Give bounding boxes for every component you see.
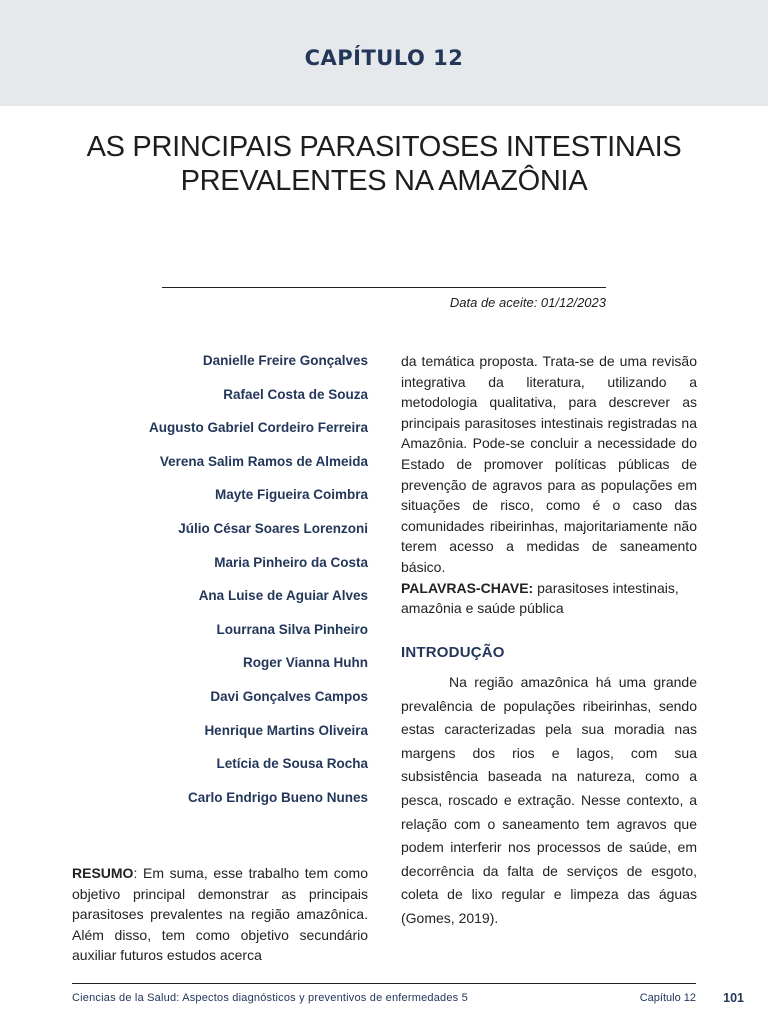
footer-book-title: Ciencias de la Salud: Aspectos diagnósticos y preventivos de enfermedades 5: [72, 992, 468, 1004]
author-name: Júlio César Soares Lorenzoni: [178, 520, 368, 536]
article-title-line-1: AS PRINCIPAIS PARASITOSES INTESTINAIS: [86, 131, 682, 163]
author-name: Verena Salim Ramos de Almeida: [159, 453, 368, 469]
chapter-label: CAPÍTULO 12: [304, 46, 464, 70]
keywords-text: parasitoses intestinais, amazônia e saúde pública: [401, 579, 679, 617]
article-title-line-2: PREVALENTES NA AMAZÔNIA: [180, 165, 588, 197]
chapter-header-band: [0, 0, 768, 106]
abstract-label: RESUMO: [72, 865, 134, 881]
abstract-start: [72, 863, 368, 966]
author-name: Rafael Costa de Souza: [223, 386, 368, 402]
author-name: Lourrana Silva Pinheiro: [216, 621, 368, 637]
keywords: [401, 578, 697, 619]
keywords-label: PALAVRAS-CHAVE:: [401, 579, 534, 596]
article-title: [60, 130, 708, 198]
abstract-text-part-1: : Em suma, esse trabalho tem como objetivo principal demonstrar as principais parasitoses prevalentes na região amazônica. Além disso, tem como objetivo secundário auxiliar futuros estudos acerca: [72, 865, 368, 964]
author-list: [72, 350, 368, 820]
abstract-continuation: [401, 351, 697, 619]
author-name: Danielle Freire Gonçalves: [202, 353, 368, 368]
introduction-paragraph: Na região amazônica há uma grande prevalência de populações ribeirinhas, sendo estas caracterizadas pela sua moradia nas margens dos rios e lagos, com sua subsistência baseada na natureza, como a pesca, roscado e extração. Nesse contexto, a relação com o saneamento tem agravos que podem interferir nos processos de saúde, em decorrência da falta de serviços de esgoto, coleta de lixo regular e limpeza das águas (Gomes, 2019).: [401, 674, 697, 926]
author-name: Augusto Gabriel Cordeiro Ferreira: [148, 420, 368, 436]
author-name: Letícia de Sousa Rocha: [216, 756, 368, 772]
author-name: Henrique Martins Oliveira: [204, 722, 368, 738]
author-name: Maria Pinheiro da Costa: [214, 554, 368, 570]
acceptance-date: Data de aceite: 01/12/2023: [449, 295, 606, 310]
introduction-heading: INTRODUÇÃO: [401, 644, 505, 661]
page-number: 101: [723, 991, 744, 1005]
footer-divider: [72, 983, 696, 984]
title-divider: [162, 287, 606, 288]
author-name: Carlo Endrigo Bueno Nunes: [187, 789, 368, 805]
footer-chapter: Capítulo 12: [639, 992, 696, 1004]
author-name: Ana Luise de Aguiar Alves: [198, 588, 368, 604]
author-name: Davi Gonçalves Campos: [210, 688, 368, 704]
author-name: Mayte Figueira Coimbra: [214, 487, 368, 503]
abstract-text-part-2: da temática proposta. Trata-se de uma revisão integrativa da literatura, utilizando a metodologia qualitativa, para descrever as principais parasitoses intestinais registradas na Amazônia. Pode-se concluir a necessidade do Estado de promover políticas públicas de prevenção de agravos para as populações em situações de risco, como é o caso das comunidades ribeirinhas, majoritariamente não terem acesso a medidas de saneamento básico.: [401, 353, 697, 575]
author-name: Roger Vianna Huhn: [242, 655, 368, 671]
